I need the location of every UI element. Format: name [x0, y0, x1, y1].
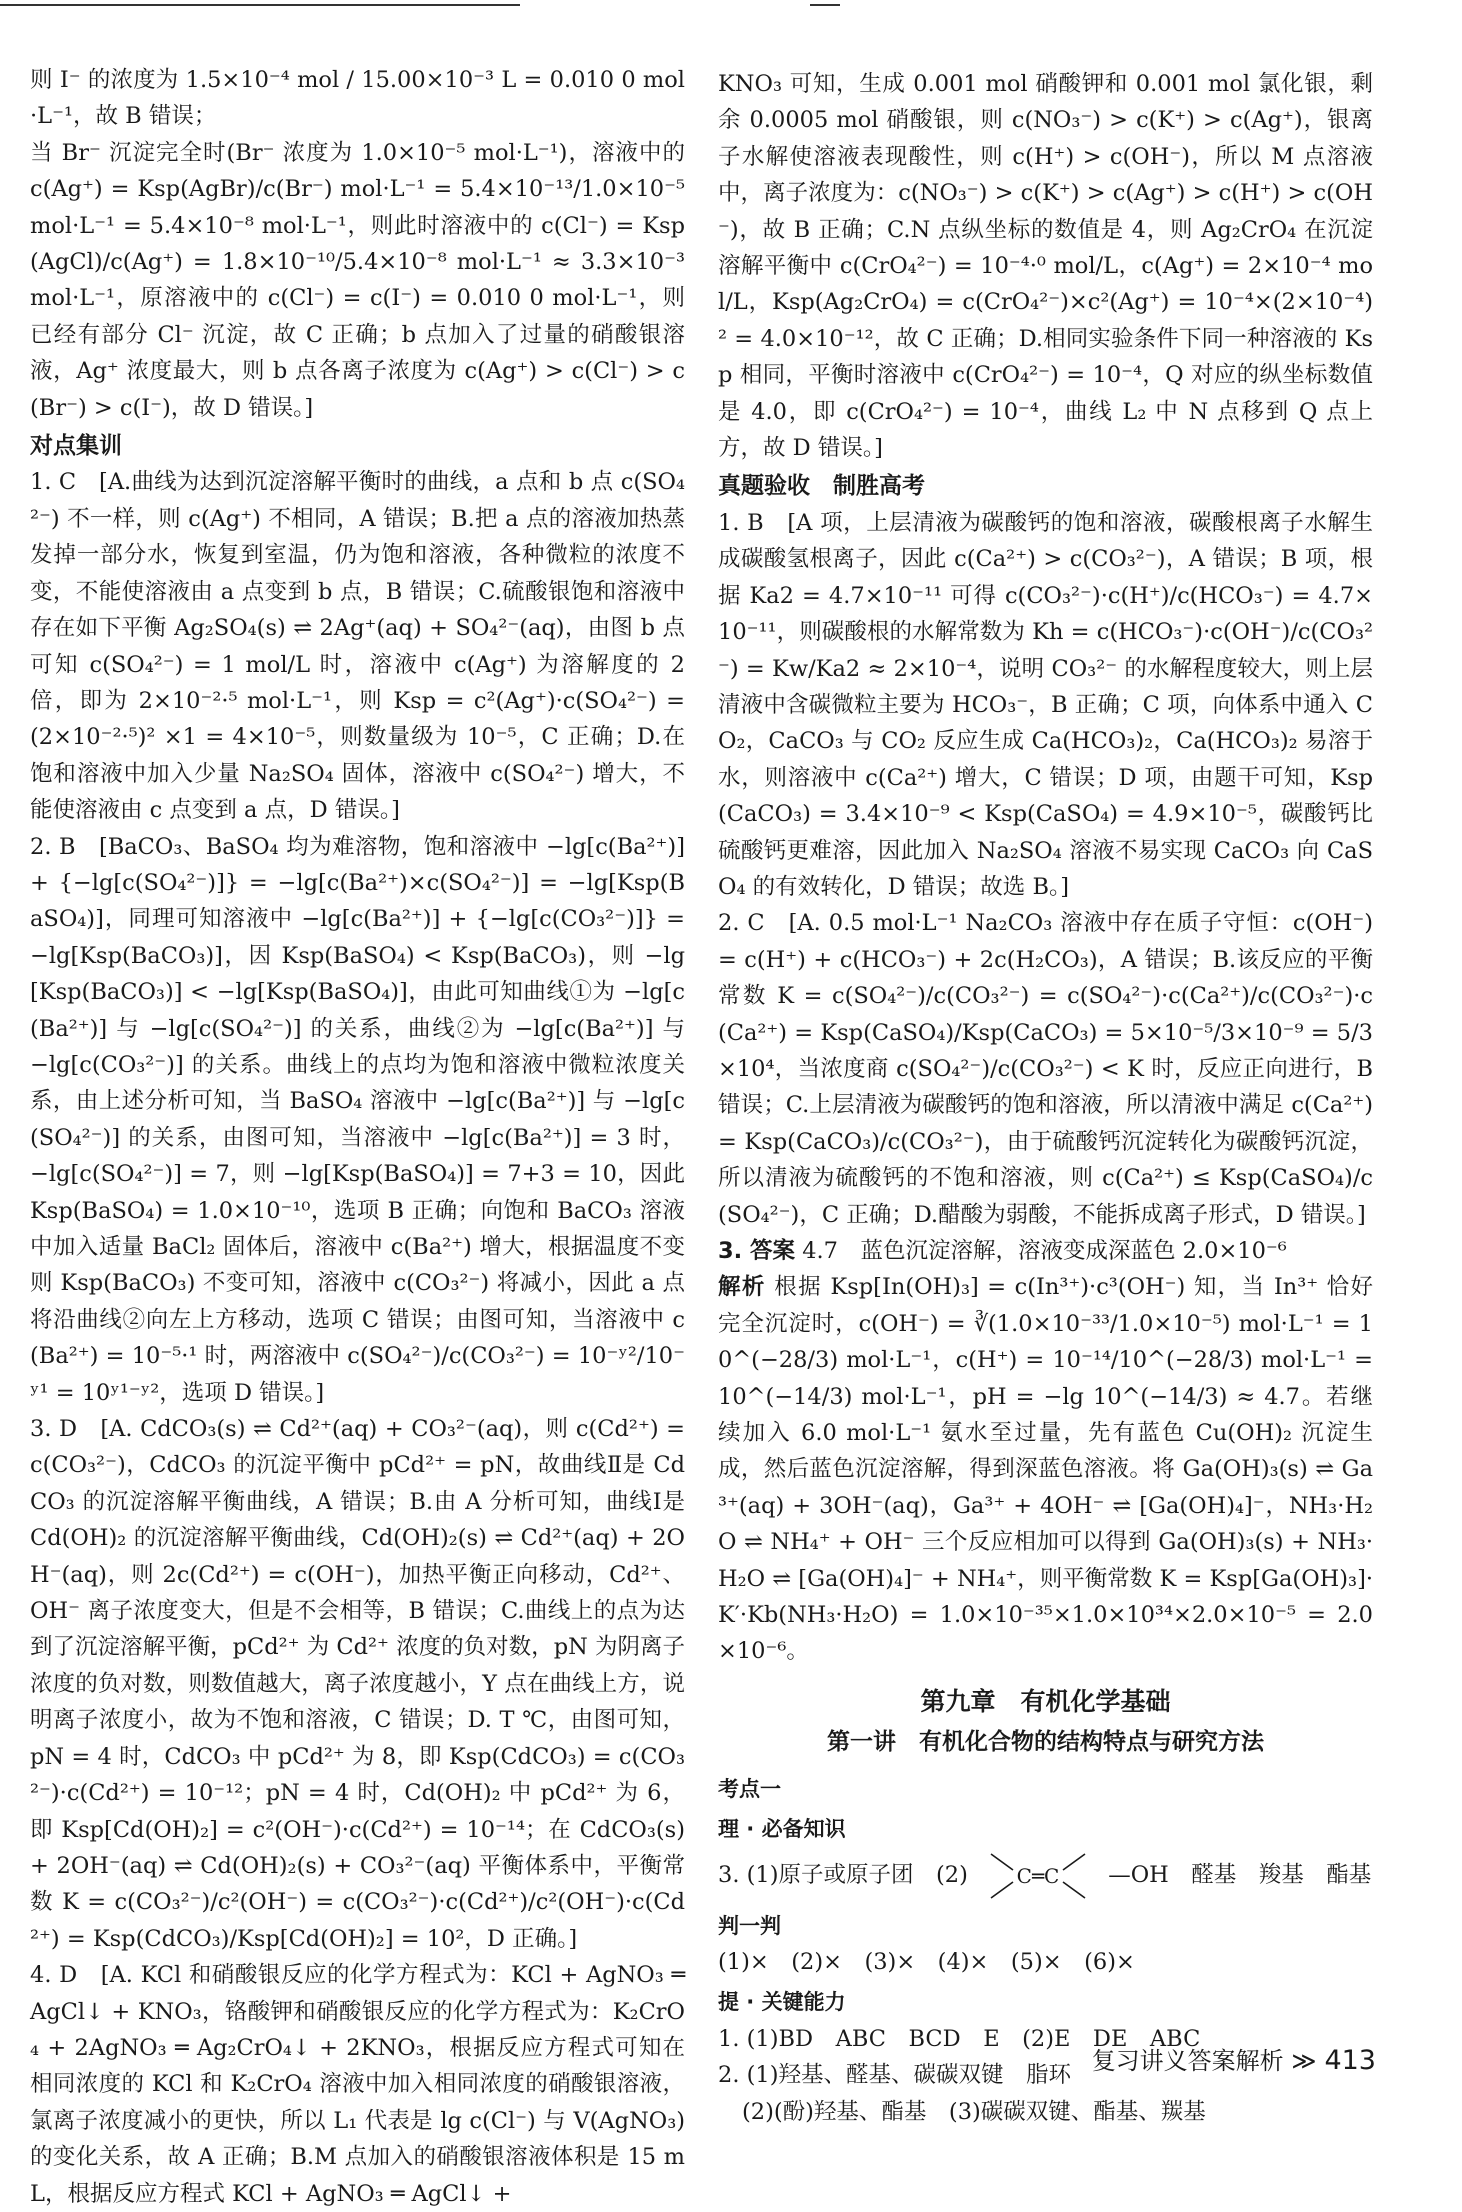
answer-3 [718, 1233, 1373, 1269]
left-paragraph-2: 当 Br⁻ 沉淀完全时(Br⁻ 浓度为 1.0×10⁻⁵ mol·L⁻¹)，溶液中的 c(Ag⁺) = Ksp(AgBr)/c(Br⁻) mol·L⁻¹ = 5.4×10⁻¹³/1.0×10⁻⁵ mol·L⁻¹ = 5.4×10⁻⁸ mol·L⁻¹，则此时溶液中的 c(Cl⁻) = Ksp(AgCl)/c(Ag⁺) = 1.8×10⁻¹⁰/5.4×10⁻⁸ mol·L⁻¹ ≈ 3.3×10⁻³ mol·L⁻¹，原溶液中的 c(Cl⁻) = c(I⁻) = 0.010 0 mol·L⁻¹，则已经有部分 Cl⁻ 沉淀，故 C 正确；b 点加入了过量的硝酸银溶液，Ag⁺ 浓度最大，则 b 点各离子浓度为 c(Ag⁺) > c(Cl⁻) > c(Br⁻) > c(I⁻)，故 D 错误。] [30, 139, 685, 421]
analysis-label: 解析 [718, 1274, 766, 1301]
analysis [718, 1269, 1373, 1669]
left-paragraph-1: 则 I⁻ 的浓度为 1.5×10⁻⁴ mol / 15.00×10⁻³ L = 0.010 0 mol·L⁻¹，故 B 错误； [30, 67, 685, 130]
right-item-1: 1. B [A 项，上层清液为碳酸钙的饱和溶液，碳酸根离子水解生成碳酸氢根离子，因此 c(Ca²⁺) > c(CO₃²⁻)，A 错误；B 项，根据 Ka2 = 4.7×10⁻¹¹ 可得 c(CO₃²⁻)·c(H⁺)/c(HCO₃⁻) = 4.7×10⁻¹¹，则碳酸根的水解常数为 Kh = c(HCO₃⁻)·c(OH⁻)/c(CO₃²⁻) = Kw/Ka2 ≈ 2×10⁻⁴，说明 CO₃²⁻ 的水解程度较大，则上层清液中含碳微粒主要为 HCO₃⁻，B 正确；C 项，向体系中通入 CO₂，CaCO₃ 与 CO₂ 反应生成 Ca(HCO₃)₂，Ca(HCO₃)₂ 易溶于水，则溶液中 c(Ca²⁺) 增大，C 错误；D 项，由题干可知，Ksp(CaCO₃) = 3.4×10⁻⁹ < Ksp(CaSO₄) = 4.9×10⁻⁵，碳酸钙比硫酸钙更难溶，因此加入 Na₂SO₄ 溶液不易实现 CaCO₃ 向 CaSO₄ 的有效转化，D 错误；故选 B。] [718, 509, 1373, 900]
panyipan-answers: (1)× (2)× (3)× (4)× (5)× (6)× [718, 1948, 1135, 1975]
answer-3-label: 3. 答案 [718, 1238, 796, 1264]
top-rule-mark [810, 4, 840, 6]
page-number: 413 [1324, 2045, 1376, 2076]
ti-line-3: (2)(酚)羟基、酯基 (3)碳碳双键、酯基、羰基 [742, 2098, 1206, 2125]
left-column [30, 62, 685, 2212]
analysis-text: 根据 Ksp[In(OH)₃] = c(In³⁺)·c³(OH⁻) 知，当 In³⁺ 恰好完全沉淀时，c(OH⁻) = ∛(1.0×10⁻³³/1.0×10⁻⁵) mol·L⁻¹ = 10^(−28/3) mol·L⁻¹，c(H⁺) = 10⁻¹⁴/10^(−28/3) mol·L⁻¹ = 10^(−14/3) mol·L⁻¹，pH = −lg 10^(−14/3) ≈ 4.7。若继续加入 6.0 mol·L⁻¹ 氨水至过量，先有蓝色 Cu(OH)₂ 沉淀生成，然后蓝色沉淀溶解，得到深蓝色溶液。将 Ga(OH)₃(s) ⇌ Ga³⁺(aq) + 3OH⁻(aq)，Ga³⁺ + 4OH⁻ ⇌ [Ga(OH)₄]⁻，NH₃·H₂O ⇌ NH₄⁺ + OH⁻ 三个反应相加可以得到 Ga(OH)₃(s) + NH₃·H₂O ⇌ [Ga(OH)₄]⁻ + NH₄⁺，则平衡常数 K = Ksp[Ga(OH)₃]·K′·Kb(NH₃·H₂O) = 1.0×10⁻³⁵×1.0×10³⁴×2.0×10⁻⁵ = 2.0×10⁻⁶。 [718, 1274, 1373, 1665]
li-title: 理 · 必备知识 [718, 1817, 846, 1842]
chapter-title: 第九章 有机化学基础 [920, 1686, 1171, 1716]
right-item-2: 2. C [A. 0.5 mol·L⁻¹ Na₂CO₃ 溶液中存在质子守恒：c(OH⁻) = c(H⁺) + c(HCO₃⁻) + 2c(H₂CO₃)，A 错误；B.该反应的平衡常数 K = c(SO₄²⁻)/c(CO₃²⁻) = c(SO₄²⁻)·c(Ca²⁺)/c(CO₃²⁻)·c(Ca²⁺) = Ksp(CaSO₄)/Ksp(CaCO₃) = 5×10⁻⁵/3×10⁻⁹ = 5/3 ×10⁴，当浓度商 c(SO₄²⁻)/c(CO₃²⁻) < K 时，反应正向进行，B 错误；C.上层清液为碳酸钙的饱和溶液，所以清液中满足 c(Ca²⁺) = Ksp(CaCO₃)/c(CO₃²⁻)，由于硫酸钙沉淀转化为碳酸钙沉淀，所以清液为硫酸钙的不饱和溶液，则 c(Ca²⁺) ≤ Ksp(CaSO₄)/c(SO₄²⁻)，C 正确；D.醋酸为弱酸，不能拆成离子形式，D 错误。] [718, 910, 1373, 1228]
q3-rest: —OH 醛基 羧基 酯基 [1108, 1861, 1372, 1888]
section-title-zhenti: 真题验收 制胜高考 [718, 473, 925, 500]
kaodian-title: 考点一 [718, 1776, 781, 1801]
right-paragraph-1: KNO₃ 可知，生成 0.001 mol 硝酸钾和 0.001 mol 氯化银，剩余 0.0005 mol 硝酸银，则 c(NO₃⁻) > c(K⁺) > c(Ag⁺)，银离子水解使溶液表现酸性，则 c(H⁺) > c(OH⁻)，所以 M 点溶液中，离子浓度为：c(NO₃⁻) > c(K⁺) > c(Ag⁺) > c(H⁺) > c(OH⁻)，故 B 正确；C.N 点纵坐标的数值是 4，则 Ag₂CrO₄ 在沉淀溶解平衡中 c(CrO₄²⁻) = 10⁻⁴·⁰ mol/L，c(Ag⁺) = 2×10⁻⁴ mol/L，Ksp(Ag₂CrO₄) = c(CrO₄²⁻)×c²(Ag⁺) = 10⁻⁴×(2×10⁻⁴)² = 4.0×10⁻¹²，故 C 正确；D.相同实验条件下同一种溶液的 Ksp 相同，平衡时溶液中 c(CrO₄²⁻) = 10⁻⁴，Q 对应的纵坐标数值是 4.0，即 c(CrO₄²⁻) = 10⁻⁴，曲线 L₂ 中 N 点移到 Q 点上方，故 D 错误。] [718, 71, 1373, 462]
top-rule-left [0, 4, 520, 6]
ti-line-1: 1. (1)BD ABC BCD E (2)E DE ABC [718, 2025, 1201, 2052]
lecture-title: 第一讲 有机化合物的结构特点与研究方法 [827, 1729, 1264, 1756]
alkene-structure-label: C═C [1016, 1863, 1060, 1888]
alkene-structure-icon [983, 1848, 1093, 1904]
footer-label: 复习讲义答案解析 ≫ [1091, 2047, 1317, 2075]
left-item-2: 2. B [BaCO₃、BaSO₄ 均为难溶物，饱和溶液中 −lg[c(Ba²⁺)] + {−lg[c(SO₄²⁻)]} = −lg[c(Ba²⁺)×c(SO₄²⁻)] = −lg[Ksp(BaSO₄)]，同理可知溶液中 −lg[c(Ba²⁺)] + {−lg[c(CO₃²⁻)]} = −lg[Ksp(BaCO₃)]，因 Ksp(BaSO₄) < Ksp(BaCO₃)，则 −lg[Ksp(BaCO₃)] < −lg[Ksp(BaSO₄)]，由此可知曲线①为 −lg[c(Ba²⁺)] 与 −lg[c(SO₄²⁻)] 的关系，曲线②为 −lg[c(Ba²⁺)] 与 −lg[c(CO₃²⁻)] 的关系。曲线上的点均为饱和溶液中微粒浓度关系，由上述分析可知，当 BaSO₄ 溶液中 −lg[c(Ba²⁺)] 与 −lg[c(SO₄²⁻)] 的关系，由图可知，当溶液中 −lg[c(Ba²⁺)] = 3 时，−lg[c(SO₄²⁻)] = 7，则 −lg[Ksp(BaSO₄)] = 7+3 = 10，因此 Ksp(BaSO₄) = 1.0×10⁻¹⁰，选项 B 正确；向饱和 BaCO₃ 溶液中加入适量 BaCl₂ 固体后，溶液中 c(Ba²⁺) 增大，根据温度不变则 Ksp(BaCO₃) 不变可知，溶液中 c(CO₃²⁻) 将减小，因此 a 点将沿曲线②向左上方移动，选项 C 错误；由图可知，当溶液中 c(Ba²⁺) = 10⁻⁵·¹ 时，两溶液中 c(SO₄²⁻)/c(CO₃²⁻) = 10⁻ʸ²/10⁻ʸ¹ = 10ʸ¹⁻ʸ²，选项 D 错误。] [30, 833, 685, 1406]
answer-3-value: 2.0×10⁻⁶ [1182, 1238, 1287, 1264]
left-item-4: 4. D [A. KCl 和硝酸银反应的化学方程式为：KCl + AgNO₃ ═ AgCl↓ + KNO₃，铬酸钾和硝酸银反应的化学方程式为：K₂CrO₄ + 2AgNO₃ ═ Ag₂CrO₄↓ + 2KNO₃，根据反应方程式可知在相同浓度的 KCl 和 K₂CrO₄ 溶液中加入相同浓度的硝酸银溶液，氯离子浓度减小的更快，所以 L₁ 代表是 lg c(Cl⁻) 与 V(AgNO₃) 的变化关系，故 A 正确；B.M 点加入的硝酸银溶液体积是 15 mL，根据反应方程式 KCl + AgNO₃ ═ AgCl↓ + [30, 1962, 685, 2207]
answer-3-text: 4.7 蓝色沉淀溶解，溶液变成深蓝色 [802, 1238, 1176, 1264]
top-rule [0, 0, 1462, 12]
page-footer [1092, 2041, 1376, 2076]
left-item-1: 1. C [A.曲线为达到沉淀溶解平衡时的曲线，a 点和 b 点 c(SO₄²⁻) 不一样，则 c(Ag⁺) 不相同，A 错误；B.把 a 点的溶液加热蒸发掉一部分水，恢复到室温，仍为饱和溶液，各种微粒的浓度不变，不能使溶液由 a 点变到 b 点，B 错误；C.硫酸银饱和溶液中存在如下平衡 Ag₂SO₄(s) ⇌ 2Ag⁺(aq) + SO₄²⁻(aq)，由图 b 点可知 c(SO₄²⁻) = 1 mol/L 时，溶液中 c(Ag⁺) 为溶解度的 2 倍，即为 2×10⁻²·⁵ mol·L⁻¹，则 Ksp = c²(Ag⁺)·c(SO₄²⁻) = (2×10⁻²·⁵)² ×1 = 4×10⁻⁵，则数量级为 10⁻⁵，C 正确；D.在饱和溶液中加入少量 Na₂SO₄ 固体，溶液中 c(SO₄²⁻) 增大，不能使溶液由 c 点变到 a 点，D 错误。] [30, 469, 685, 824]
left-item-3: 3. D [A. CdCO₃(s) ⇌ Cd²⁺(aq) + CO₃²⁻(aq)，则 c(Cd²⁺) = c(CO₃²⁻)，CdCO₃ 的沉淀平衡中 pCd²⁺ = pN，故曲线Ⅱ是 CdCO₃ 的沉淀溶解平衡曲线，A 错误；B.由 A 分析可知，曲线Ⅰ是 Cd(OH)₂ 的沉淀溶解平衡曲线，Cd(OH)₂(s) ⇌ Cd²⁺(aq) + 2OH⁻(aq)，则 2c(Cd²⁺) = c(OH⁻)，加热平衡正向移动，Cd²⁺、OH⁻ 离子浓度变大，但是不会相等，B 错误；C.曲线上的点为达到了沉淀溶解平衡，pCd²⁺ 为 Cd²⁺ 浓度的负对数，pN 为阴离子浓度的负对数，则数值越大，离子浓度越小，Y 点在曲线上方，说明离子浓度小，故为不饱和溶液，C 错误；D. T ℃，由图可知，pN = 4 时，CdCO₃ 中 pCd²⁺ 为 8，即 Ksp(CdCO₃) = c(CO₃²⁻)·c(Cd²⁺) = 10⁻¹²；pN = 4 时，Cd(OH)₂ 中 pCd²⁺ 为 6，即 Ksp[Cd(OH)₂] = c²(OH⁻)·c(Cd²⁺) = 10⁻¹⁴；在 CdCO₃(s) + 2OH⁻(aq) ⇌ Cd(OH)₂(s) + CO₃²⁻(aq) 平衡体系中，平衡常数 K = c(CO₃²⁻)/c²(OH⁻) = c(CO₃²⁻)·c(Cd²⁺)/c²(OH⁻)·c(Cd²⁺) = Ksp(CdCO₃)/Ksp[Cd(OH)₂] = 10²，D 正确。] [30, 1416, 685, 1952]
section-title-duidian: 对点集训 [30, 433, 122, 460]
ti-title: 提 · 关键能力 [718, 1990, 846, 2015]
q3-line [718, 1848, 1373, 1904]
panyipan-title: 判一判 [718, 1913, 781, 1938]
q3-prefix: 3. (1)原子或原子团 (2) [718, 1861, 968, 1888]
ti-line-2: 2. (1)羟基、醛基、碳碳双键 脂环 [718, 2062, 1071, 2089]
right-column [718, 66, 1373, 2130]
